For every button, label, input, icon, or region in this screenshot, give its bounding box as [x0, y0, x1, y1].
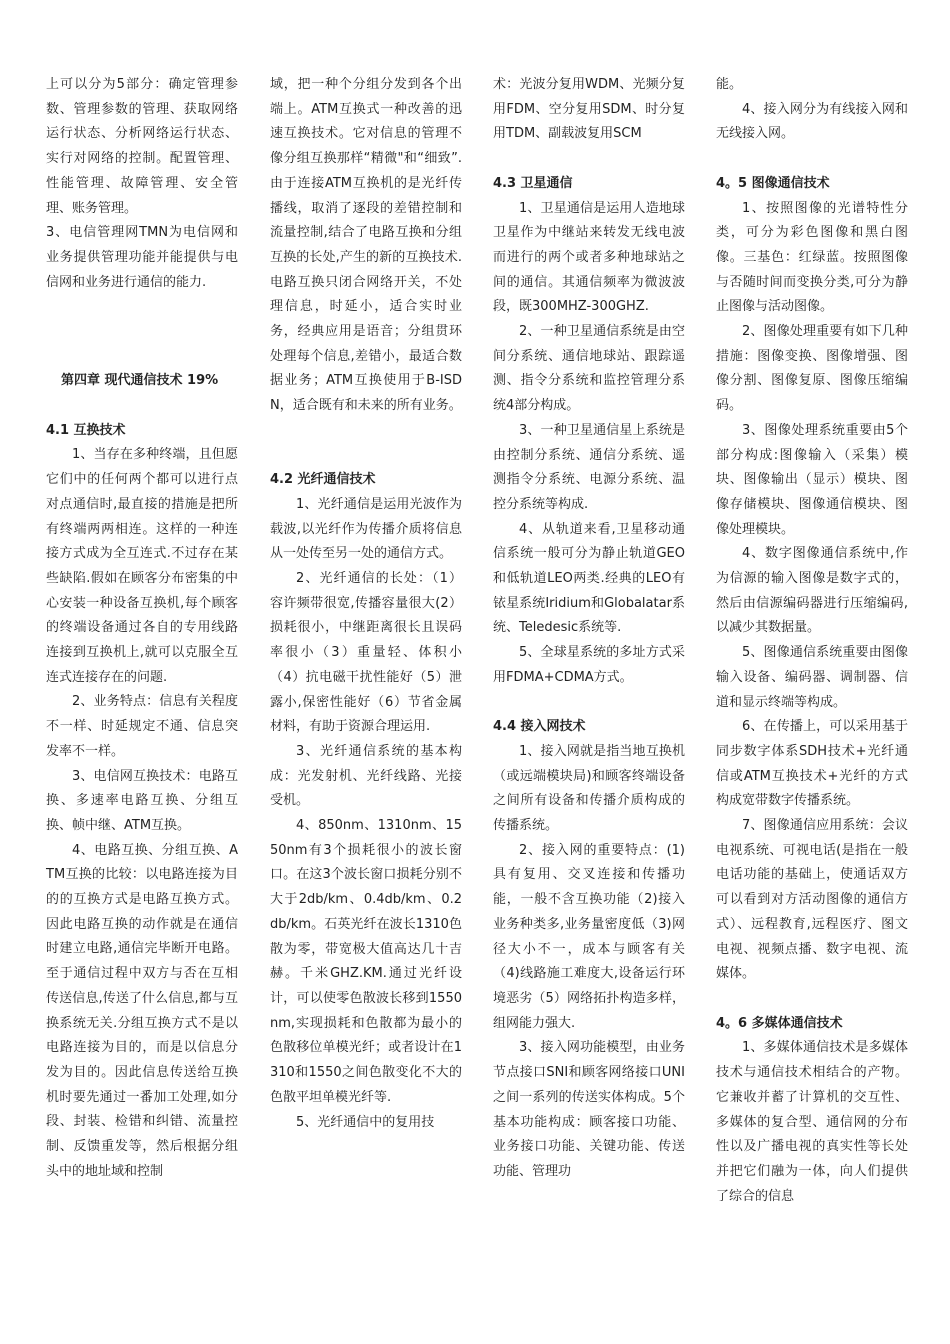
paragraph: 域，把一种个分组分发到各个出端上。ATM互换式一种改善的迅速互换技术。它对信息的管理不像分组互换那样“精微"和“细致”.由于连接ATM互换机的是光纤传播线，取消了逐段的差错控制和流量控制,结合了电路互换和分组互换的长处,产生的新的互换技术.电路互换只闭合网络开关，不处理信息，时延小，适合实时业务，经典应用是语音；分组贯环处理每个信息,差错小，最适合数据业务；ATM互换使用于B-ISDN，适合既有和未来的所有业务。 [270, 77, 462, 414]
spacer [493, 691, 685, 716]
spacer [716, 987, 908, 1012]
paragraph: 3、接入网功能模型，由业务节点接口SNI和顾客网络接口UNI之间一系列的传送实体构成。5个基本功能构成：顾客接口功能、业务接口功能、关键功能、传送功能、管理功 [493, 1040, 685, 1179]
paragraph: 1、当存在多种终端，且但愿它们中的任何两个都可以进行点对点通信时,最直接的措施是把所有终端两两相连。这样的一种连接方式成为全互连式.不过存在某些缺陷.假如在顾客分布密集的中心安装一种设备互换机,每个顾客的终端设备通过各自的专用线路连接到互换机上,就可以克服全互连式连接存在的问题. [46, 447, 238, 685]
paragraph: 3、一种卫星通信星上系统是由控制分系统、通信分系统、遥测指令分系统、电源分系统、温控分系统等构成. [493, 422, 685, 512]
paragraph: 上可以分为5部分：确定管理参数、管理参数的管理、获取网络运行状态、分析网络运行状态、实行对网络的控制。配置管理、性能管理、故障管理、安全管理、账务管理。 [46, 77, 238, 216]
paragraph: 5、光纤通信中的复用技 [296, 1114, 435, 1130]
section-heading: 4.1 互换技术 [46, 422, 126, 438]
paragraph: 3、光纤通信系统的基本构成：光发射机、光纤线路、光接受机。 [270, 743, 462, 809]
spacer [493, 147, 685, 172]
paragraph: 5、全球星系统的多址方式采用FDMA+CDMA方式。 [493, 645, 685, 685]
paragraph: 5、图像通信系统重要由图像输入设备、编码器、调制器、信道和显示终端等构成。 [716, 645, 908, 710]
section-heading: 4.4 接入网技术 [493, 719, 586, 735]
paragraph: 2、一种卫星通信系统是由空间分系统、通信地球站、跟踪遥测、指令分系统和监控管理分系统4部分构成。 [493, 324, 685, 414]
text-column-3 [493, 73, 685, 1185]
text-column-1 [46, 73, 238, 1185]
chapter-heading: 第四章 现代通信技术 19% [61, 373, 219, 389]
paragraph: 4、数字图像通信系统中,作为信源的输入图像是数字式的，然后由信源编码器进行压缩编码,以减少其数据量。 [716, 546, 908, 636]
paragraph: 1、光纤通信是运用光波作为载波,以光纤作为传播介质将信息从一处传至另一处的通信方式。 [270, 496, 462, 562]
paragraph: 7、图像通信应用系统：会议电视系统、可视电话(是指在一般电话功能的基础上，使通话双方可以看到对方活动图像的通信方式）、远程教育,远程医疗、图文电视、视频点播、数字电视、流媒体。 [716, 818, 908, 982]
paragraph: 3、电信网互换技术：电路互换、多速率电路互换、分组互换、帧中继、ATM互换。 [46, 768, 238, 833]
spacer [46, 394, 238, 419]
paragraph: 2、接入网的重要特点：(1)具有复用、交叉连接和传播功能，一般不含互换功能（2)接入业务种类多,业务量密度低（3)网径大小不一，成本与顾客有关（4)线路施工难度大,设备运行环境恶劣（5）网络拓扑构造多样，组网能力强大. [493, 842, 685, 1031]
paragraph: 1、接入网就是指当地互换机（或远端模块局)和顾客终端设备之间所有设备和传播介质构成的传播系统。 [493, 743, 685, 834]
paragraph: 3、图像处理系统重要由5个部分构成:图像输入（采集）模块、图像输出（显示）模块、图像存储模块、图像通信模块、图像处理模块。 [716, 422, 908, 537]
paragraph: 4、850nm、1310nm、1550nm有3个损耗很小的波长窗口。在这3个波长窗口损耗分别不大于2db/km、0.4db/km、0.2db/km。石英光纤在波长1310色散为零，带宽极大值高达几十吉赫。千米GHZ.KM.通过光纤设计，可以使零色散波长移到1550nm,实现损耗和色散都为最小的色散移位单模光纤；或者设计在1310和1550之间色散变化不大的色散平坦单模光纤等. [270, 818, 462, 1105]
paragraph: 4、从轨道来看,卫星移动通信系统一般可分为静止轨道GEO和低轨道LEO两类.经典的LEO有铱星系统Iridium和Globalatar系统、Teledesic系统等. [493, 521, 685, 636]
text-column-2 [270, 73, 462, 1135]
text-column-4 [716, 73, 908, 1209]
paragraph: 能。 [716, 77, 743, 92]
section-heading: 4。6 多媒体通信技术 [716, 1015, 843, 1031]
section-heading: 4.2 光纤通信技术 [270, 472, 376, 488]
section-heading: 4.3 卫星通信 [493, 175, 573, 191]
paragraph: 1、多媒体通信技术是多媒体技术与通信技术相结合的产物。它兼收并蓄了计算机的交互性、多媒体的复合型、通信网的分布性以及广播电视的真实性等长处并把它们融为一体，向人们提供了综合的信息 [716, 1040, 908, 1204]
spacer [270, 419, 462, 468]
paragraph: 4、电路互换、分组互换、ATM互换的比较：以电路连接为目的的互换方式是电路互换方式。因此电路互换的动作就是在通信时建立电路,通信完毕断开电路。至于通信过程中双方与否在互相传送信息,传送了什么信息,都与互换系统无关.分组互换方式不是以电路连接为目的，而是以信息分发为目的。因此信息传送给互换机时要先通过一番加工处理,如分段、封装、检错和纠错、流量控制、反馈重发等，然后根据分组头中的地址域和控制 [46, 842, 238, 1179]
paragraph: 4、接入网分为有线接入网和无线接入网。 [716, 101, 908, 142]
paragraph: 2、图像处理重要有如下几种措施：图像变换、图像增强、图像分割、图像复原、图像压缩编码。 [716, 324, 908, 414]
spacer [46, 295, 238, 369]
paragraph: 2、光纤通信的长处：（1）容许频带很宽,传播容量很大(2）损耗很小，中继距离很长且误码率很小（3）重量轻、体积小（4）抗电磁干扰性能好（5）泄露小,保密性能好（6）节省金属材料，有助于资源合理运用. [270, 571, 462, 735]
paragraph: 6、在传播上，可以采用基于同步数字体系SDH技术+光纤通信或ATM互换技术+光纤的方式构成宽带数字传播系统。 [716, 719, 908, 809]
section-heading: 4。5 图像通信技术 [716, 175, 830, 191]
paragraph: 1、按照图像的光谱特性分类，可分为彩色图像和黑白图像。三基色：红绿蓝。按照图像与否随时间而变换分类,可分为静止图像与活动图像。 [716, 200, 908, 315]
paragraph: 1、卫星通信是运用人造地球卫星作为中继站来转发无线电波而进行的两个或者多种地球站之间的通信。其通信频率为微波波段，既300MHZ-300GHZ. [493, 200, 685, 315]
paragraph: 术：光波分复用WDM、光频分复用FDM、空分复用SDM、时分复用TDM、副载波复用SCM [493, 77, 685, 142]
spacer [716, 147, 908, 172]
paragraph: 3、电信管理网TMN为电信网和业务提供管理功能并能提供与电信网和业务进行通信的能力. [46, 225, 238, 290]
paragraph: 2、业务特点：信息有关程度不一样、时延规定不通、信息突发率不一样。 [46, 694, 238, 759]
